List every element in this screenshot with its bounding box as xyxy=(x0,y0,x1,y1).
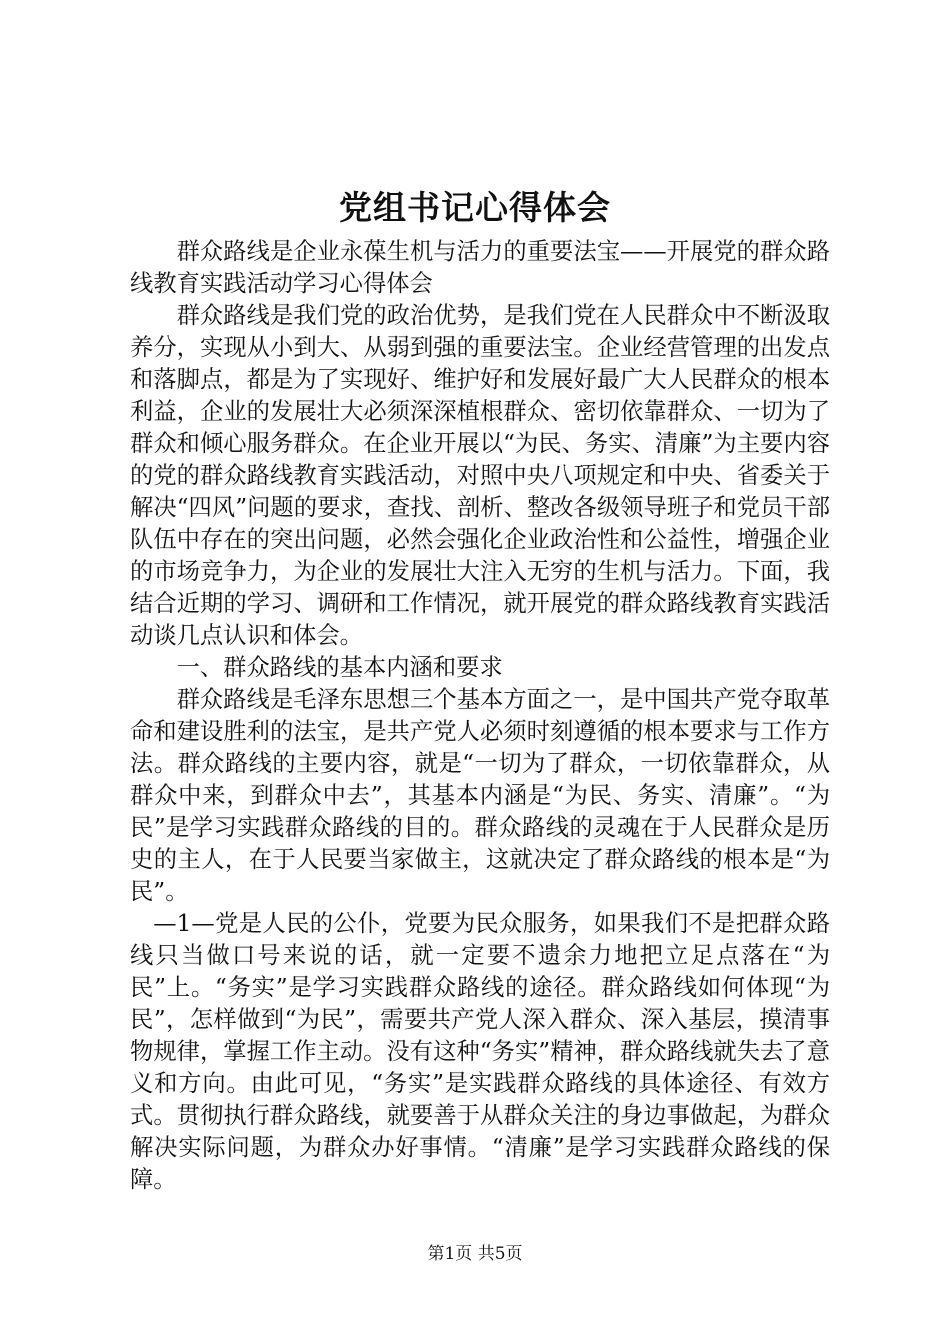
section-heading-1: 一、群众路线的基本内涵和要求 xyxy=(176,654,503,681)
paragraph-continuation: —1—党是人民的公仆，党要为民众服务，如果我们不是把群众路线只当做口号来说的话，就一定要不遗余力地把立足点落在“为民”上。“务实”是学习实践群众路线的途径。群众路线如何体现“为民”，怎样做到“为民”，需要共产党人深入群众、深入基层，摸清事物规律，掌握工作主动。没有这种“务实”精神，群众路线就失去了意义和方向。由此可见，“务实”是实践群众路线的具体途径、有效方式。贯彻执行群众路线，就要善于从群众关注的身边事做起，为群众解决实际问题，为群众办好事情。“清廉”是学习实践群众路线的保障。 xyxy=(130,910,830,1193)
document-body xyxy=(130,236,830,1196)
paragraph-section-1: 群众路线是毛泽东思想三个基本方面之一，是中国共产党夺取革命和建设胜利的法宝，是共产党人必须时刻遵循的根本要求与工作方法。群众路线的主要内容，就是“一切为了群众，一切依靠群众，从群众中来，到群众中去”，其基本内涵是“为民、务实、清廉”。“为民”是学习实践群众路线的目的。群众路线的灵魂在于人民群众是历史的主人，在于人民要当家做主，这就决定了群众路线的根本是“为民”。 xyxy=(130,686,830,905)
document-title: 党组书记心得体会 xyxy=(339,188,611,227)
paragraph-intro: 群众路线是我们党的政治优势，是我们党在人民群众中不断汲取养分，实现从小到大、从弱到强的重要法宝。企业经营管理的出发点和落脚点，都是为了实现好、维护好和发展好最广大人民群众的根本利益，企业的发展壮大必须深深植根群众、密切依靠群众、一切为了群众和倾心服务群众。在企业开展以“为民、务实、清廉”为主要内容的党的群众路线教育实践活动，对照中央八项规定和中央、省委关于解决“四风”问题的要求，查找、剖析、整改各级领导班子和党员干部队伍中存在的突出问题，必然会强化企业政治性和公益性，增强企业的市场竞争力，为企业的发展壮大注入无穷的生机与活力。下面，我结合近期的学习、调研和工作情况，就开展党的群众路线教育实践活动谈几点认识和体会。 xyxy=(130,302,830,649)
page-indicator: 第1页 共5页 xyxy=(427,1244,523,1264)
paragraph-subtitle: 群众路线是企业永葆生机与活力的重要法宝——开展党的群众路线教育实践活动学习心得体会 xyxy=(130,238,830,297)
